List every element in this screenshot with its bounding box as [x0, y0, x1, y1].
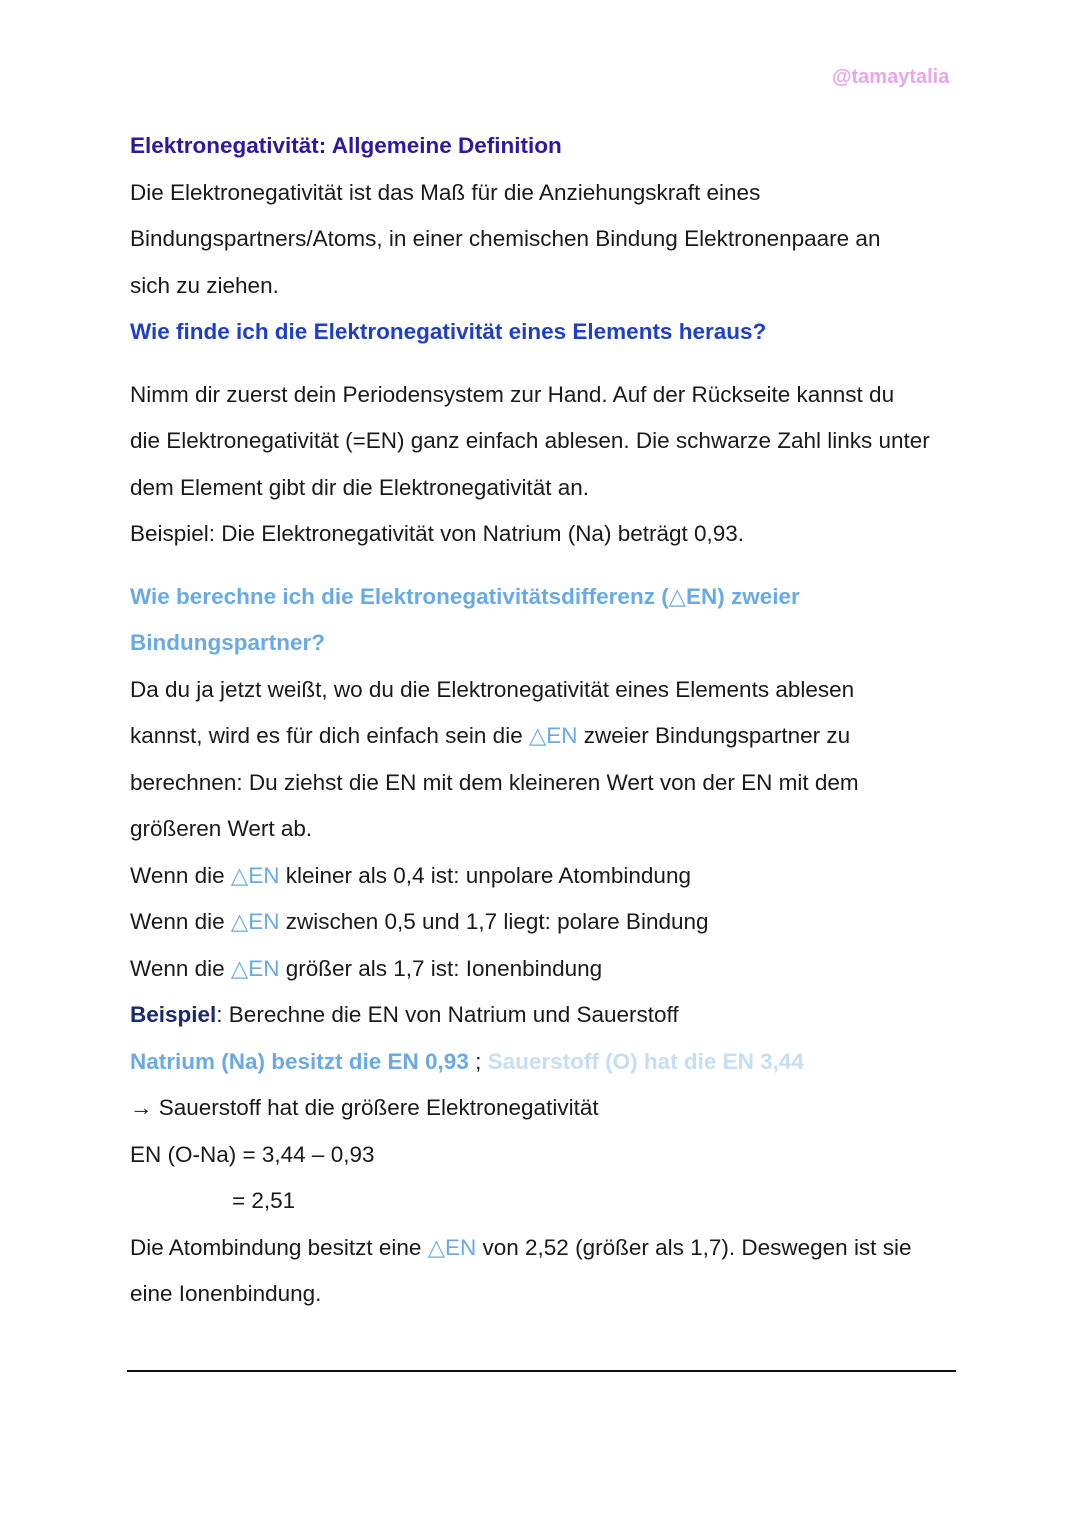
text: kannst, wird es für dich einfach sein die	[130, 723, 529, 748]
text: zwischen 0,5 und 1,7 liegt: polare Bindung	[279, 909, 709, 934]
text: größer als 1,7 ist: Ionenbindung	[279, 955, 603, 981]
spacer	[130, 356, 960, 372]
definition-line-1: Die Elektronegativität ist das Maß für die Anziehungskraft eines	[130, 179, 761, 205]
text: Sauerstoff hat die größere Elektronegativität	[152, 1095, 599, 1120]
rule-polar	[130, 899, 960, 946]
final-line-1	[130, 1225, 960, 1272]
intro-line-1: Da du ja jetzt weißt, wo du die Elektronegativität eines Elements ablesen	[130, 676, 855, 702]
text: : Berechne die EN von Natrium und Sauerstoff	[216, 1002, 679, 1027]
heading-delta-en-2: Bindungspartner?	[130, 630, 325, 655]
delta-en-term: △EN	[528, 723, 578, 748]
intro-line-4: größeren Wert ab.	[130, 816, 313, 841]
text: Wenn die	[130, 955, 231, 981]
find-line-1: Nimm dir zuerst dein Periodensystem zur Hand. Auf der Rückseite kannst du	[130, 381, 895, 407]
delta-en-term: △EN	[230, 862, 280, 888]
text: Die Atombindung besitzt eine	[130, 1234, 428, 1260]
example-label: Beispiel	[130, 1002, 217, 1027]
natrium-value: Natrium (Na) besitzt die EN 0,93	[130, 1048, 469, 1074]
conclusion-line	[130, 1085, 960, 1132]
document-body	[130, 123, 960, 1318]
final-line-2: eine Ionenbindung.	[130, 1281, 322, 1306]
intro-line-3: berechnen: Du ziehst die EN mit dem kleineren Wert von der EN mit dem	[130, 769, 859, 795]
definition-line-2: Bindungspartners/Atoms, in einer chemischen Bindung Elektronenpaare an	[130, 226, 881, 251]
sauerstoff-value: Sauerstoff (O) hat die EN 3,44	[487, 1048, 804, 1074]
arrow-right-icon: →	[130, 1095, 153, 1120]
delta-en-term: △EN	[230, 909, 280, 934]
text: Wenn die	[130, 909, 231, 934]
text: Wenn die	[130, 862, 231, 888]
calculation-line-1: EN (O-Na) = 3,44 – 0,93	[130, 1141, 375, 1167]
author-handle: @tamaytalia	[832, 66, 950, 88]
intro-line-2	[130, 713, 960, 760]
text: kleiner als 0,4 ist: unpolare Atombindung	[279, 862, 691, 888]
heading-find-en: Wie finde ich die Elektronegativität eines Elements heraus?	[130, 319, 767, 344]
rule-unpolar	[130, 853, 960, 900]
footer-divider	[127, 1370, 956, 1372]
delta-en-term: △EN	[230, 955, 280, 981]
find-line-3: dem Element gibt dir die Elektronegativität an.	[130, 474, 589, 500]
separator: ;	[468, 1048, 488, 1074]
find-example: Beispiel: Die Elektronegativität von Natrium (Na) beträgt 0,93.	[130, 521, 745, 546]
text: zweier Bindungspartner zu	[577, 723, 851, 748]
spacer	[130, 558, 960, 574]
find-line-2: die Elektronegativität (=EN) ganz einfach ablesen. Die schwarze Zahl links unter	[130, 428, 930, 453]
definition-line-3: sich zu ziehen.	[130, 272, 279, 298]
text: von 2,52 (größer als 1,7). Deswegen ist sie	[476, 1234, 912, 1260]
delta-en-term: △EN	[427, 1234, 477, 1260]
example-task	[130, 992, 960, 1039]
rule-ionic	[130, 946, 960, 993]
heading-delta-en-1: Wie berechne ich die Elektronegativitätsdifferenz (△EN) zweier	[130, 583, 800, 609]
calculation-line-2: = 2,51	[232, 1188, 296, 1213]
heading-definition: Elektronegativität: Allgemeine Definition	[130, 133, 562, 158]
example-values	[130, 1039, 960, 1086]
